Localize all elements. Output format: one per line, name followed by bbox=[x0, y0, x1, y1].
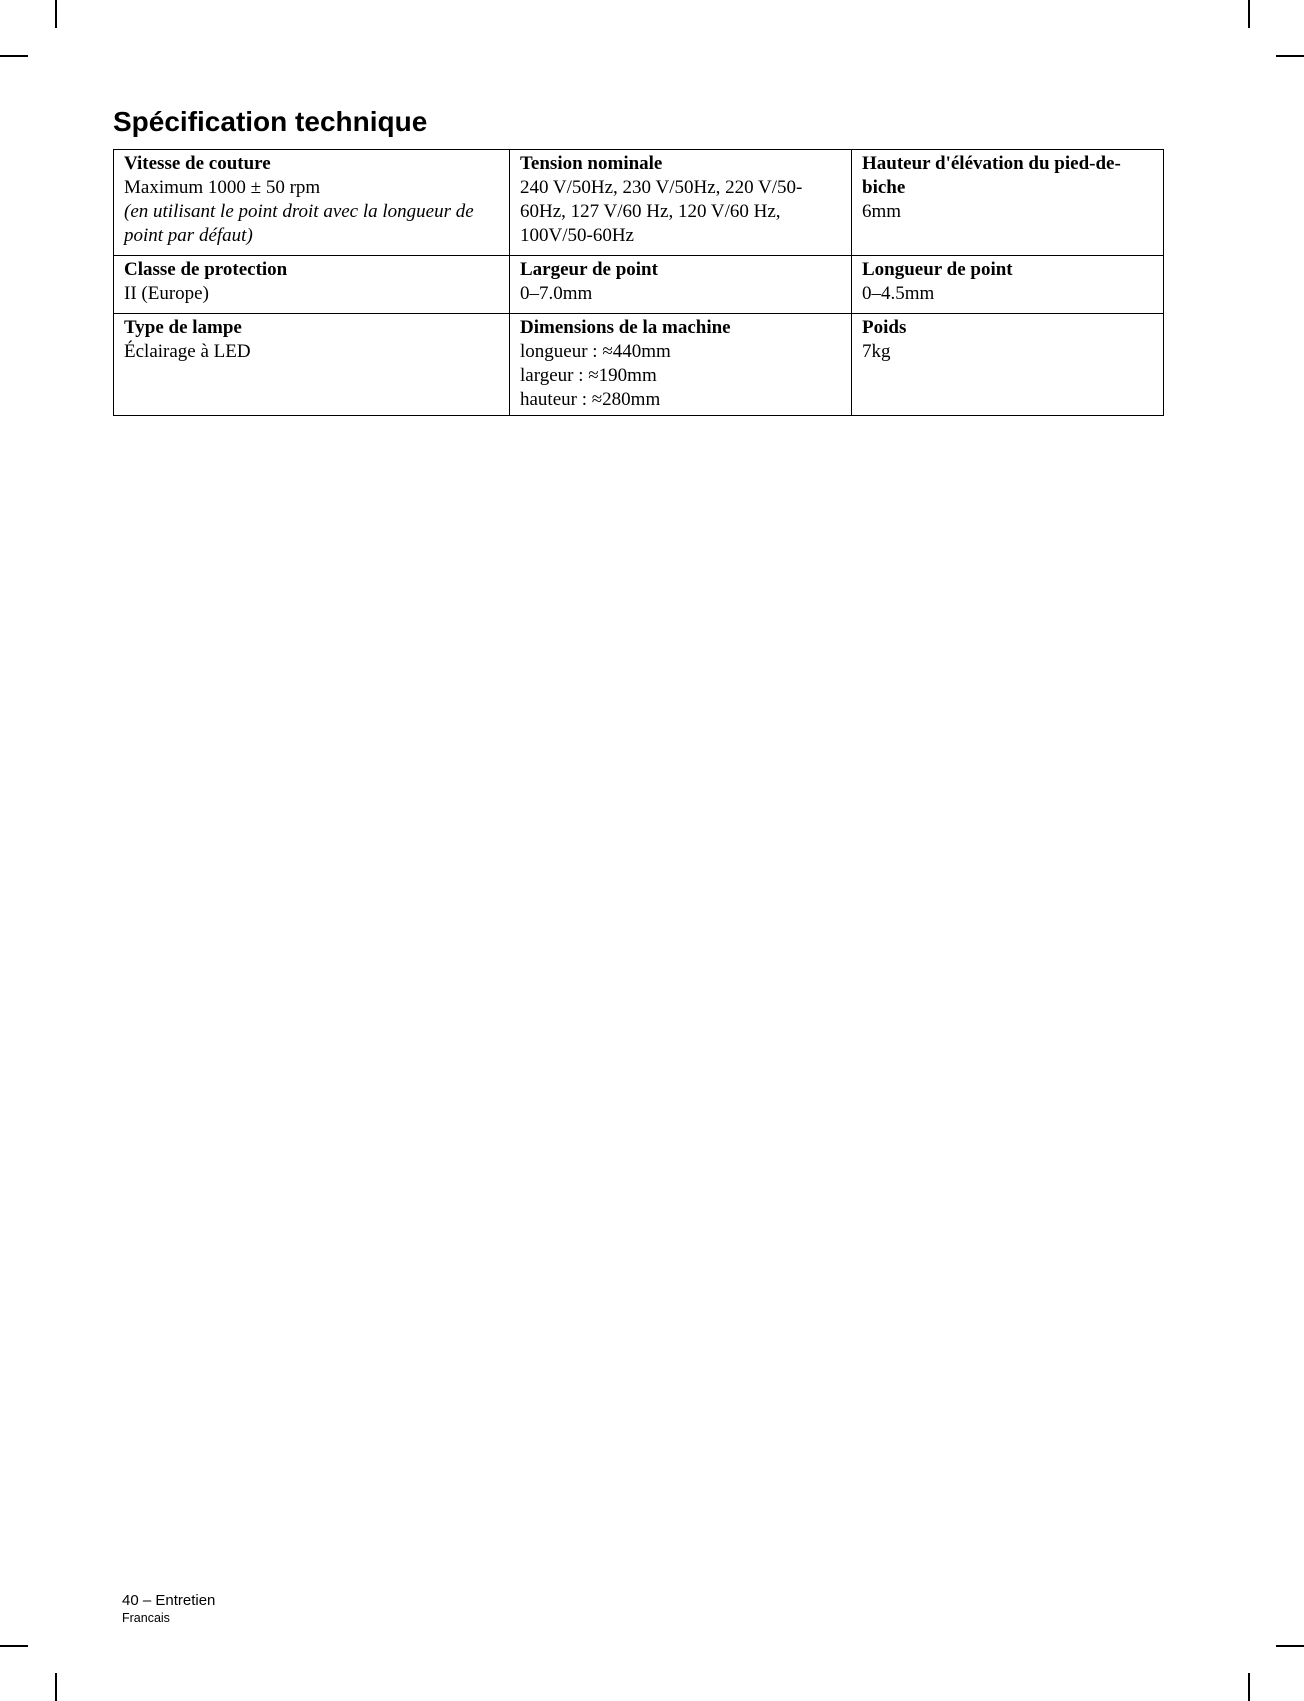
crop-mark-bottom-left-vertical bbox=[55, 1673, 57, 1701]
spec-label: Classe de protection bbox=[124, 259, 288, 280]
crop-mark-top-right-horizontal bbox=[1276, 55, 1304, 57]
crop-mark-top-right-vertical bbox=[1248, 0, 1250, 28]
spec-value: 7kg bbox=[862, 341, 891, 362]
spec-value: 6mm bbox=[862, 201, 902, 222]
spec-label: Dimensions de la machine bbox=[520, 317, 731, 338]
table-row bbox=[114, 150, 1164, 256]
page-number: 40 – Entretien bbox=[122, 1592, 216, 1609]
crop-mark-bottom-left-horizontal bbox=[0, 1645, 28, 1647]
crop-mark-top-left-horizontal bbox=[0, 55, 28, 57]
spec-label: Tension nominale bbox=[520, 153, 663, 174]
table-row bbox=[114, 314, 1164, 416]
spec-cell-rated-voltage bbox=[510, 150, 852, 256]
spec-cell-presser-foot-height bbox=[852, 150, 1164, 256]
spec-label: Type de lampe bbox=[124, 317, 242, 338]
spec-label: Vitesse de couture bbox=[124, 153, 271, 174]
page-footer bbox=[122, 1592, 215, 1626]
crop-mark-bottom-right-vertical bbox=[1248, 1673, 1250, 1701]
spec-value: largeur : ≈190mm bbox=[520, 365, 657, 386]
spec-cell-machine-dimensions bbox=[510, 314, 852, 416]
spec-value: 0–7.0mm bbox=[520, 283, 593, 304]
spec-label: Poids bbox=[862, 317, 907, 338]
spec-value: Maximum 1000 ± 50 rpm bbox=[124, 177, 321, 198]
spec-label: Hauteur d'élévation du pied-de-biche bbox=[862, 153, 1121, 198]
crop-mark-top-left-vertical bbox=[55, 0, 57, 28]
spec-value: 240 V/50Hz, 230 V/50Hz, 220 V/50-60Hz, 127 V/60 Hz, 120 V/60 Hz, 100V/50-60Hz bbox=[520, 177, 803, 246]
table-row bbox=[114, 256, 1164, 314]
spec-value: longueur : ≈440mm bbox=[520, 341, 671, 362]
spec-value: hauteur : ≈280mm bbox=[520, 389, 661, 410]
spec-cell-lamp-type bbox=[114, 314, 510, 416]
spec-table bbox=[113, 149, 1164, 416]
spec-label: Largeur de point bbox=[520, 259, 658, 280]
spec-cell-stitch-length bbox=[852, 256, 1164, 314]
spec-label: Longueur de point bbox=[862, 259, 1013, 280]
spec-value: Éclairage à LED bbox=[124, 341, 251, 362]
spec-cell-protection-class bbox=[114, 256, 510, 314]
spec-note: (en utilisant le point droit avec la longueur de point par défaut) bbox=[124, 201, 474, 246]
spec-value: 0–4.5mm bbox=[862, 283, 935, 304]
crop-mark-bottom-right-horizontal bbox=[1276, 1645, 1304, 1647]
spec-cell-stitch-width bbox=[510, 256, 852, 314]
spec-value: II (Europe) bbox=[124, 283, 209, 304]
spec-cell-weight bbox=[852, 314, 1164, 416]
language-label: Francais bbox=[122, 1611, 170, 1625]
spec-cell-sewing-speed bbox=[114, 150, 510, 256]
page-title: Spécification technique bbox=[113, 106, 428, 137]
